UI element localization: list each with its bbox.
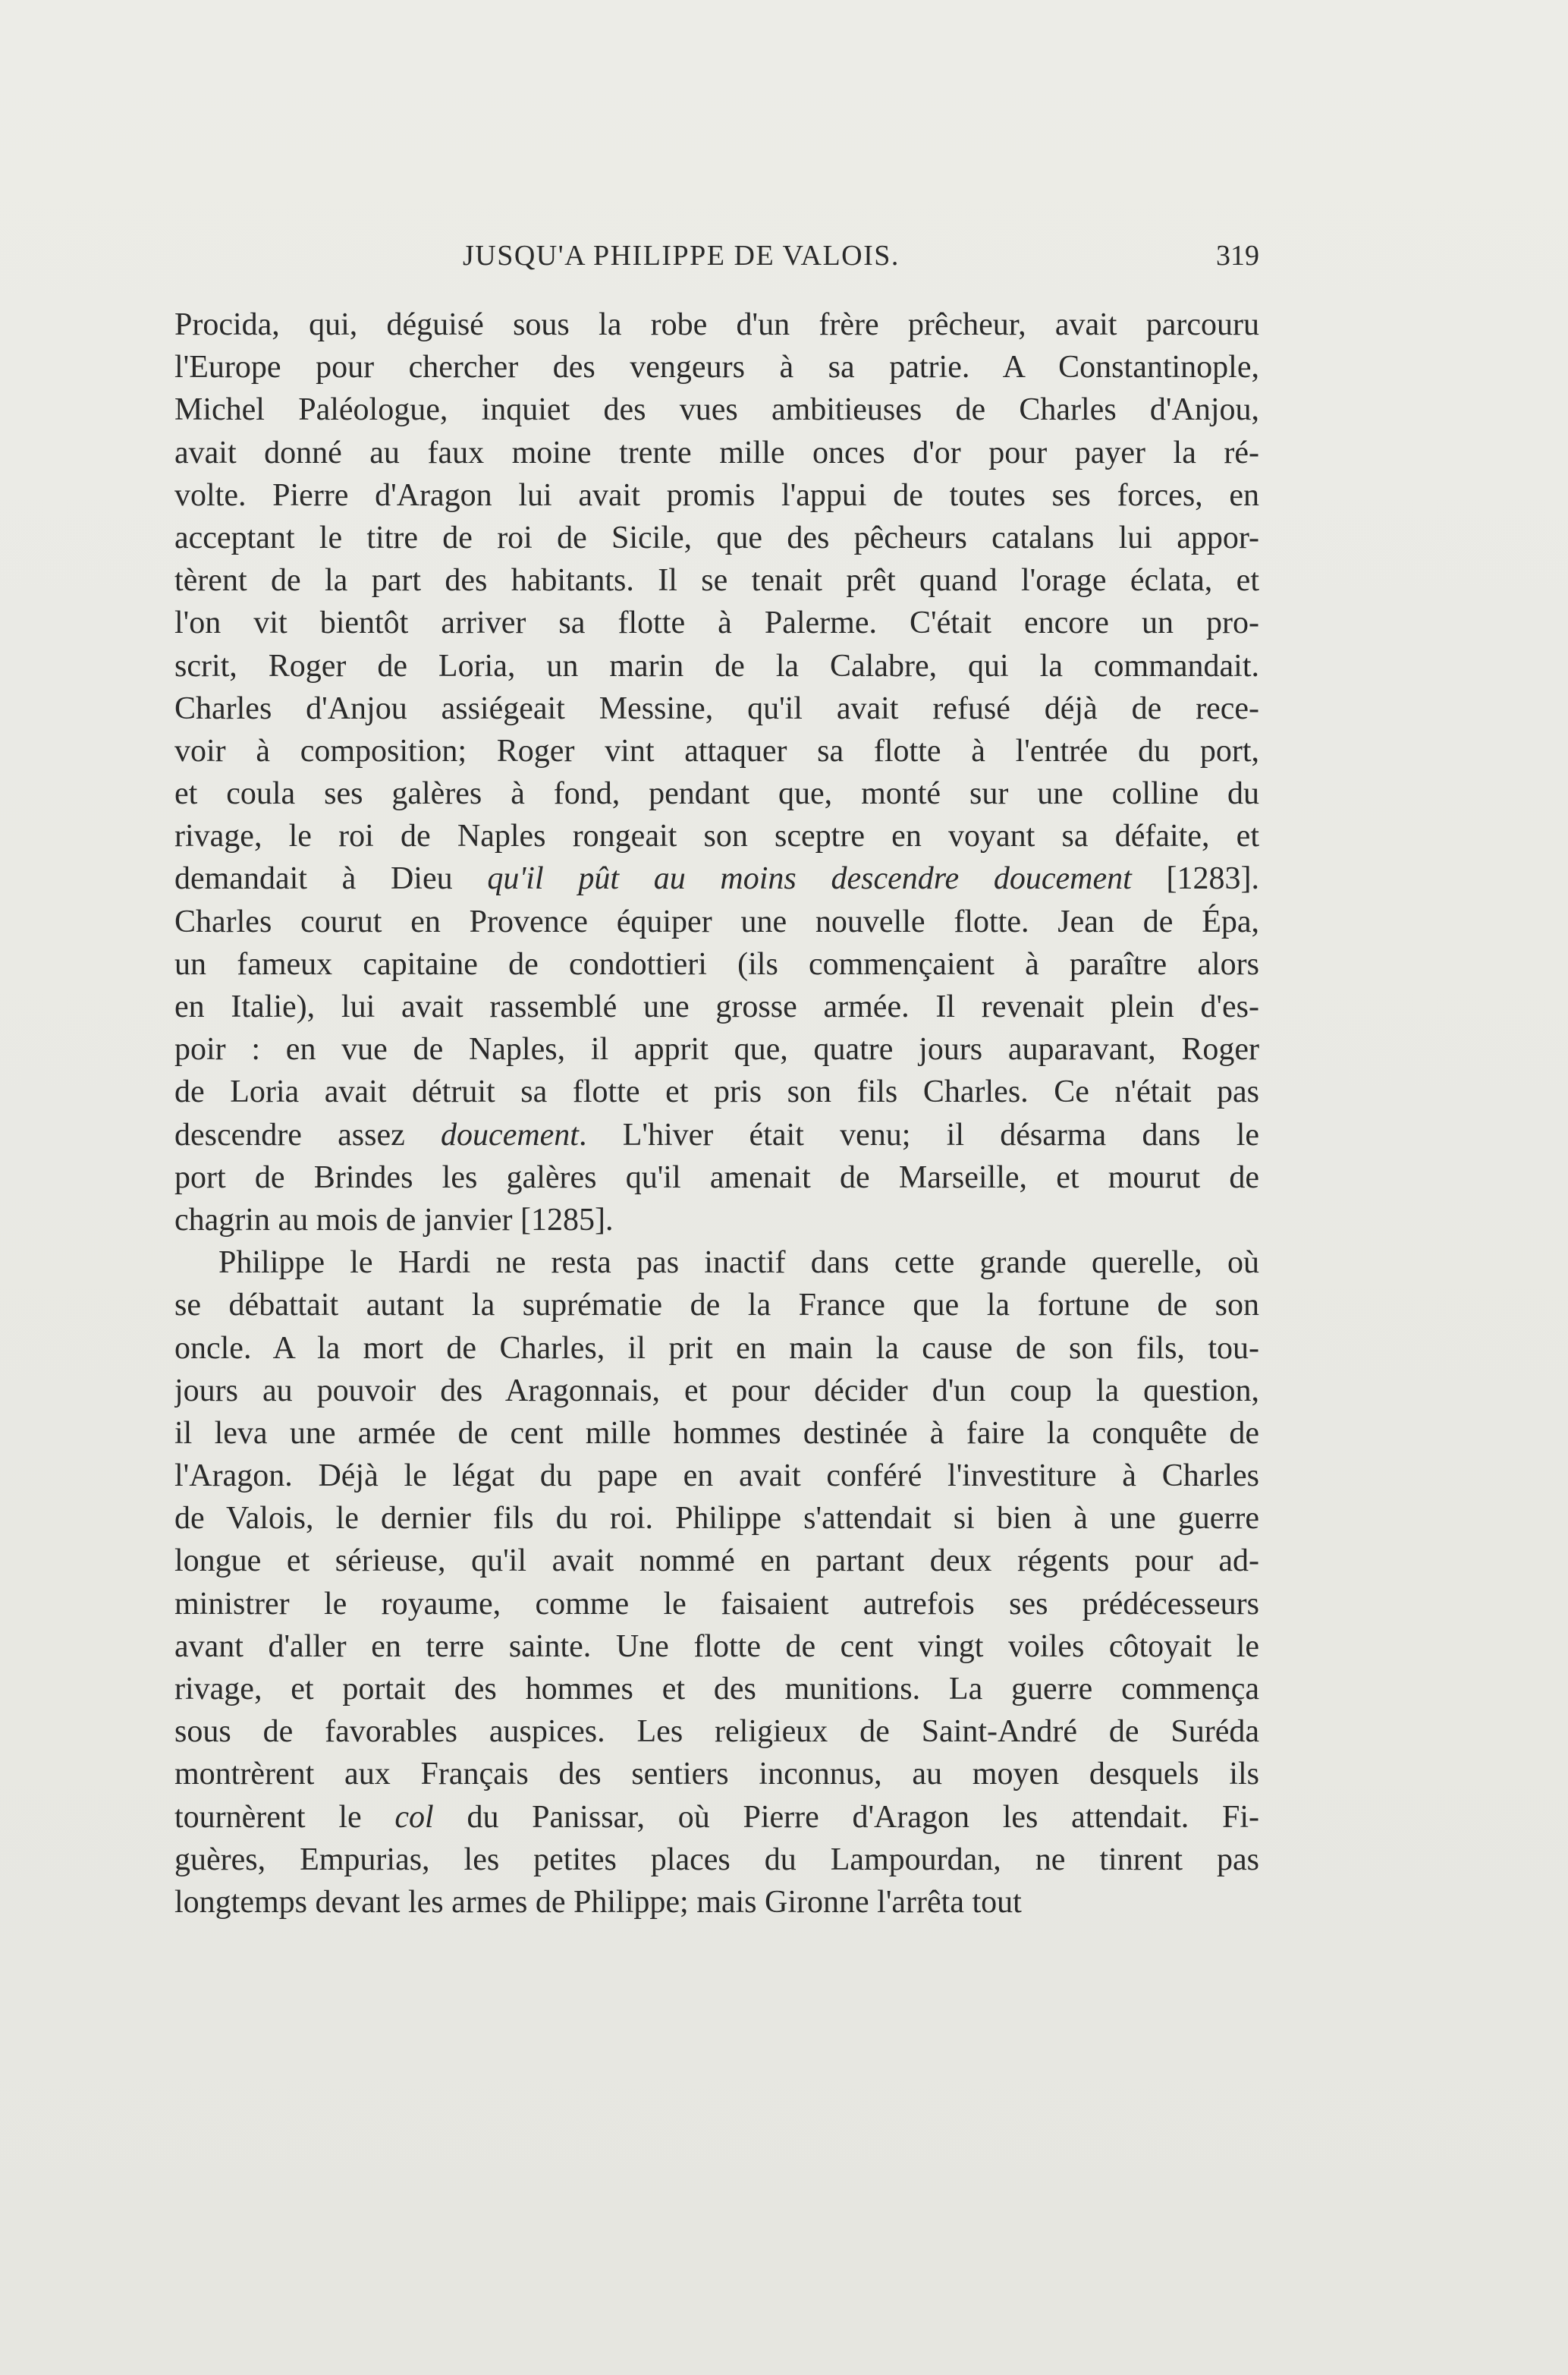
text-line: un fameux capitaine de condottieri (ils commençaient à paraître alors <box>174 946 1259 982</box>
text-line: ministrer le royaume, comme le faisaient autrefois ses prédécesseurs <box>174 1586 1259 1622</box>
text-line: montrèrent aux Français des sentiers inconnus, au moyen desquels ils <box>174 1757 1259 1792</box>
text-line: l'on vit bientôt arriver sa flotte à Palerme. C'était encore un pro- <box>174 606 1259 641</box>
paragraph <box>174 1241 1259 1924</box>
text-line <box>174 1114 1259 1156</box>
paragraph <box>174 304 1259 1241</box>
body-text <box>174 304 1259 1924</box>
text-line: voir à composition; Roger vint attaquer sa flotte à l'entrée du port, <box>174 733 1259 769</box>
text-line: guères, Empurias, les petites places du Lampourdan, ne tinrent pas <box>174 1842 1259 1877</box>
line-segment: [1283]. <box>1131 861 1259 897</box>
text-line: Charles d'Anjou assiégeait Messine, qu'il avait refusé déjà de rece- <box>174 690 1259 726</box>
text-line: de Valois, le dernier fils du roi. Philippe s'attendait si bien à une guerre <box>174 1501 1259 1537</box>
text-line: tèrent de la part des habitants. Il se tenait prêt quand l'orage éclata, et <box>174 563 1259 599</box>
text-line: volte. Pierre d'Aragon lui avait promis l'appui de toutes ses forces, en <box>174 477 1259 513</box>
page-number: 319 <box>1216 240 1259 272</box>
text-line: avant d'aller en terre sainte. Une flotte de cent vingt voiles côtoyait le <box>174 1628 1259 1664</box>
text-line: poir : en vue de Naples, il apprit que, quatre jours auparavant, Roger <box>174 1032 1259 1068</box>
text-line <box>174 1796 1259 1839</box>
text-line: l'Europe pour chercher des vengeurs à sa patrie. A Constantinople, <box>174 350 1259 385</box>
text-line: Michel Paléologue, inquiet des vues ambitieuses de Charles d'Anjou, <box>174 392 1259 428</box>
line-segment: du Panissar, où Pierre d'Aragon les attendait. Fi- <box>433 1799 1259 1835</box>
text-line: rivage, le roi de Naples rongeait son sceptre en voyant sa défaite, et <box>174 819 1259 854</box>
text-line: chagrin au mois de janvier [1285]. <box>174 1202 614 1238</box>
text-line: il leva une armée de cent mille hommes destinée à faire la conquête de <box>174 1415 1259 1451</box>
text-line: Procida, qui, déguisé sous la robe d'un frère prêcheur, avait parcouru <box>174 307 1259 342</box>
text-line: oncle. A la mort de Charles, il prit en main la cause de son fils, tou- <box>174 1330 1259 1366</box>
line-segment: . L'hiver était venu; il désarma dans le <box>578 1117 1259 1153</box>
text-line: l'Aragon. Déjà le légat du pape en avait conféré l'investiture à Charles <box>174 1458 1259 1494</box>
text-line: longtemps devant les armes de Philippe; mais Gironne l'arrêta tout <box>174 1884 1022 1920</box>
text-line: en Italie), lui avait rassemblé une grosse armée. Il revenait plein d'es- <box>174 989 1259 1024</box>
line-segment: demandait à Dieu <box>174 861 488 897</box>
italic-phrase: qu'il pût au moins descendre doucement <box>487 861 1132 897</box>
running-title: JUSQU'A PHILIPPE DE VALOIS. <box>463 240 900 272</box>
text-line <box>174 857 1259 900</box>
text-line: sous de favorables auspices. Les religieux de Saint-André de Suréda <box>174 1714 1259 1750</box>
text-line: longue et sérieuse, qu'il avait nommé en partant deux régents pour ad- <box>174 1543 1259 1579</box>
line-segment: tournèrent le <box>174 1799 395 1835</box>
line-segment: descendre assez <box>174 1117 441 1153</box>
italic-phrase: col <box>394 1799 434 1835</box>
text-line: acceptant le titre de roi de Sicile, que des pêcheurs catalans lui appor- <box>174 520 1259 555</box>
text-line: jours au pouvoir des Aragonnais, et pour décider d'un coup la question, <box>174 1373 1259 1408</box>
text-line: scrit, Roger de Loria, un marin de la Calabre, qui la commandait. <box>174 648 1259 684</box>
text-line: avait donné au faux moine trente mille onces d'or pour payer la ré- <box>174 435 1259 470</box>
page-header <box>174 239 1259 285</box>
text-line: Philippe le Hardi ne resta pas inactif dans cette grande querelle, où <box>218 1245 1259 1281</box>
text-line: rivage, et portait des hommes et des munitions. La guerre commença <box>174 1672 1259 1707</box>
text-line: se débattait autant la suprématie de la France que la fortune de son <box>174 1288 1259 1323</box>
italic-phrase: doucement <box>441 1117 579 1153</box>
text-line: de Loria avait détruit sa flotte et pris son fils Charles. Ce n'était pas <box>174 1074 1259 1110</box>
text-line: port de Brindes les galères qu'il amenait de Marseille, et mourut de <box>174 1159 1259 1195</box>
text-line: et coula ses galères à fond, pendant que, monté sur une colline du <box>174 776 1259 812</box>
text-line: Charles courut en Provence équiper une nouvelle flotte. Jean de Épa, <box>174 904 1259 939</box>
